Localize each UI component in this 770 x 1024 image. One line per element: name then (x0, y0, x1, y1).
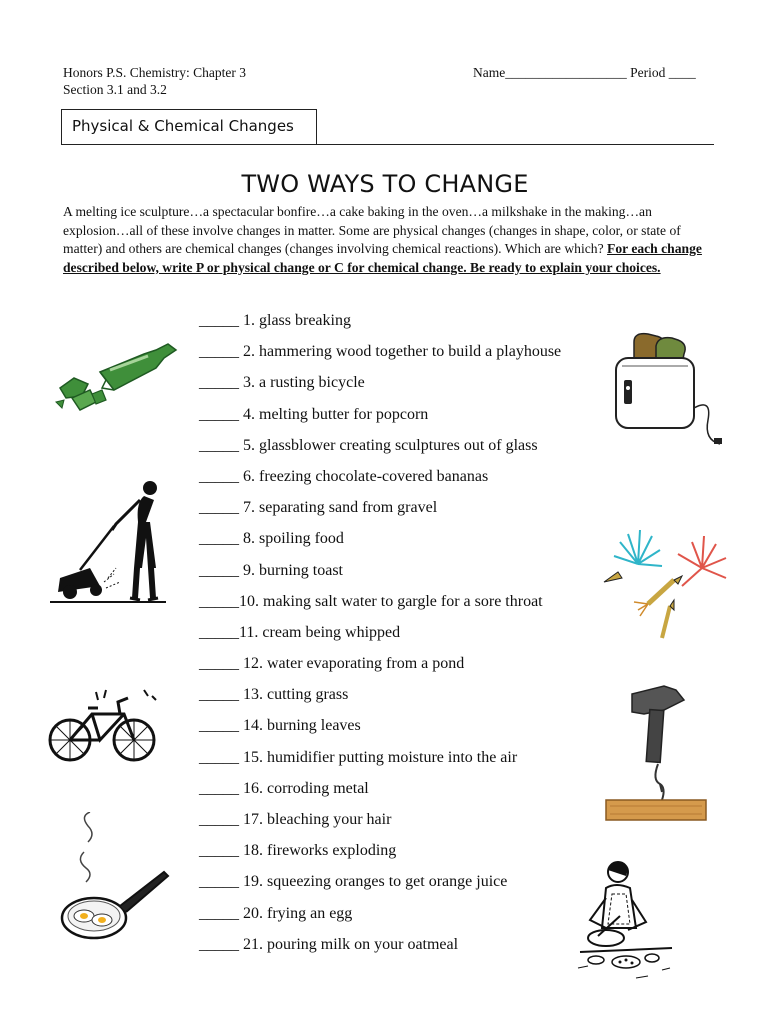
list-item: _____ 13. cutting grass (199, 686, 349, 704)
list-item: _____ 12. water evaporating from a pond (199, 655, 465, 673)
instructions: For each change described below, write P or physical change or C for chemical change. Be ready to explain your choices. (63, 241, 702, 275)
section-numbers: Section 3.1 and 3.2 (63, 82, 167, 97)
intro-paragraph (63, 203, 713, 277)
list-item: _____ 2. hammering wood together to build a playhouse (199, 343, 562, 361)
header-course-info (63, 64, 246, 98)
name-period-line: Name__________________ Period ____ (473, 65, 696, 80)
list-item: _____ 3. a rusting bicycle (199, 374, 365, 392)
list-item: _____ 8. spoiling food (199, 530, 344, 548)
page-title: TWO WAYS TO CHANGE (241, 170, 529, 198)
section-title: Physical & Chemical Changes (72, 117, 294, 135)
list-item: _____ 4. melting butter for popcorn (199, 405, 429, 423)
frying-pan-icon (58, 812, 172, 942)
list-item: _____ 21. pouring milk on your oatmeal (199, 935, 459, 953)
list-item: _____ 14. burning leaves (199, 717, 361, 735)
toaster-icon (612, 328, 732, 448)
list-item: _____ 7. separating sand from gravel (199, 499, 438, 517)
section-divider (317, 144, 714, 145)
list-item: _____ 1. glass breaking (199, 312, 351, 329)
list-item: _____10. making salt water to gargle for a sore throat (199, 592, 543, 610)
list-item: _____ 9. burning toast (199, 561, 343, 579)
fireworks-icon (598, 526, 730, 646)
lawnmower-icon (50, 478, 168, 606)
list-item: _____ 6. freezing chocolate-covered bananas (199, 467, 489, 485)
list-item: _____ 15. humidifier putting moisture into the air (199, 748, 518, 766)
list-item: _____ 17. bleaching your hair (199, 811, 392, 828)
cooking-woman-icon (576, 858, 680, 994)
list-item: _____ 18. fireworks exploding (199, 842, 397, 860)
bicycle-icon (48, 686, 158, 766)
section-title-box (61, 109, 317, 145)
list-item: _____ 19. squeezing oranges to get orange juice (199, 873, 508, 891)
change-list (199, 310, 561, 965)
broken-bottle-icon (52, 340, 182, 415)
list-item: _____ 5. glassblower creating sculptures out of glass (199, 436, 538, 454)
hammer-nail-icon (604, 684, 708, 822)
list-item: _____ 16. corroding metal (199, 779, 369, 797)
intro-text: A melting ice sculpture…a spectacular bonfire…a cake baking in the oven…a milkshake in the making…an explosion…all of these involve changes in matter. Some are physical changes (changes in shape, color, or state of matter) and others are chemical changes (changes involving chemical reactions). Which are which? (63, 204, 681, 256)
course-title: Honors P.S. Chemistry: Chapter 3 (63, 65, 247, 80)
list-item: _____11. cream being whipped (199, 623, 401, 641)
list-item: _____ 20. frying an egg (199, 904, 353, 922)
